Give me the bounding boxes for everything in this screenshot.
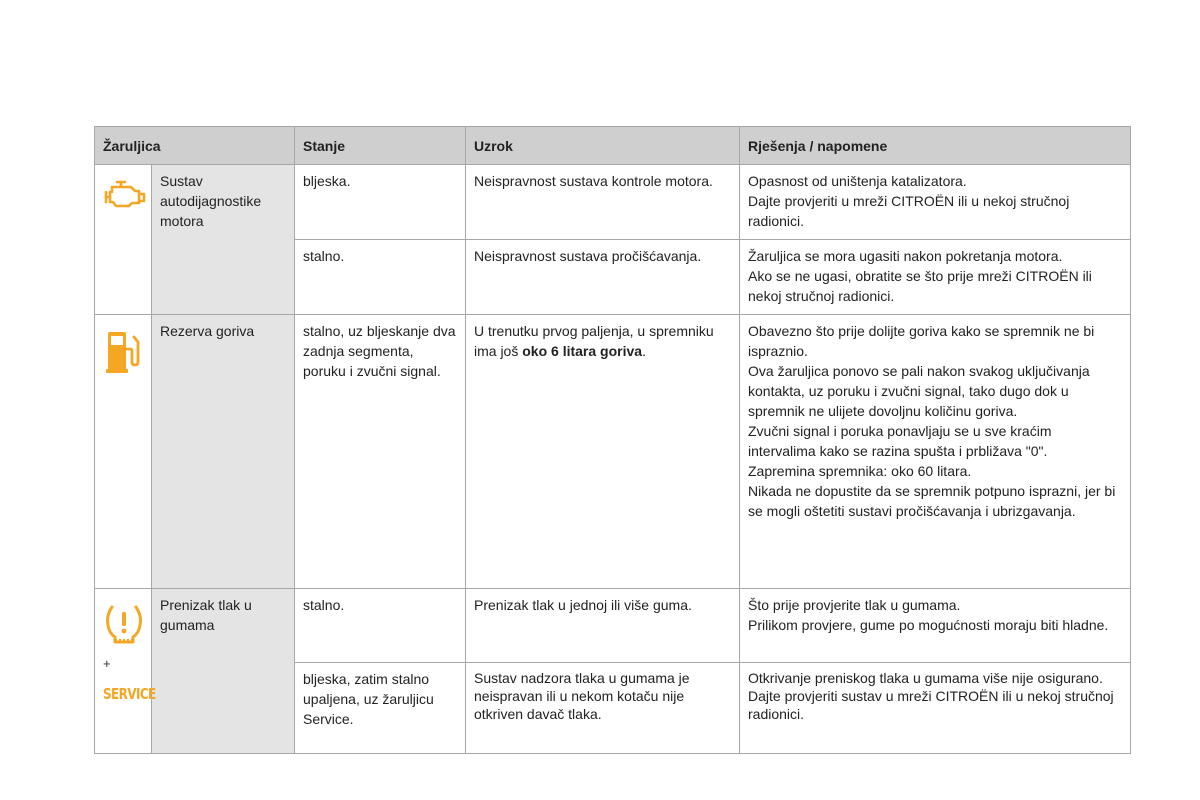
warning-lamps-table xyxy=(94,126,1131,754)
solution-line: Zvučni signal i poruka ponavljaju se u sve kraćim intervalima kako se razina spušta i prbližava "0". xyxy=(748,423,1052,459)
tire-pressure-icon xyxy=(103,603,145,645)
solution-line: Otkrivanje preniskog tlaka u gumama više nije osigurano. xyxy=(748,670,1103,686)
solution-line: Što prije provjerite tlak u gumama. xyxy=(748,597,961,613)
table-row xyxy=(95,589,1131,663)
lamp-name: Sustav autodijagnostike motora xyxy=(152,165,295,315)
cause-highlight: oko 6 litara goriva xyxy=(522,343,643,359)
lamp-icon-cell xyxy=(95,315,152,589)
lamp-name: Rezerva goriva xyxy=(152,315,295,589)
cause-cell: Neispravnost sustava kontrole motora. xyxy=(466,165,740,240)
plus-sign: + xyxy=(103,656,111,671)
lamp-icon-cell xyxy=(95,589,156,754)
cause-text: U trenutku prvog paljenja, u spremniku ima još xyxy=(474,323,714,359)
state-cell: stalno. xyxy=(295,589,466,663)
solution-line: Ova žaruljica ponovo se pali nakon svakog uključivanja kontakta, uz poruku i zvučni signal, tako dugo dok u spremnik ne ulijete dovoljnu količinu goriva. xyxy=(748,363,1090,419)
cause-cell: Neispravnost sustava pročišćavanja. xyxy=(466,240,740,315)
state-cell: bljeska, zatim stalno upaljena, uz žaruljicu Service. xyxy=(295,663,466,754)
header-solutions: Rješenja / napomene xyxy=(740,127,1131,165)
state-cell: bljeska. xyxy=(295,165,466,240)
solutions-cell xyxy=(740,165,1131,240)
service-icon: SERVICE xyxy=(103,685,156,703)
solutions-cell xyxy=(740,663,1131,754)
solutions-cell xyxy=(740,589,1131,663)
solution-line: Žaruljica se mora ugasiti nakon pokretanja motora. xyxy=(748,248,1063,264)
solution-line: Zapremina spremnika: oko 60 litara. xyxy=(748,463,972,479)
table-row xyxy=(95,165,1131,240)
fuel-pump-icon xyxy=(103,329,143,375)
lamp-name: Prenizak tlak u gumama xyxy=(152,589,295,754)
header-state: Stanje xyxy=(295,127,466,165)
state-cell: stalno. xyxy=(295,240,466,315)
lamp-icon-cell xyxy=(95,165,152,315)
cause-cell: Prenizak tlak u jednoj ili više guma. xyxy=(466,589,740,663)
header-lamp: Žaruljica xyxy=(95,127,295,165)
table-row xyxy=(95,315,1131,589)
cause-cell: Sustav nadzora tlaka u gumama je neispravan ili u nekom kotaču nije otkriven davač tlaka. xyxy=(466,663,740,754)
solutions-cell xyxy=(740,315,1131,589)
engine-icon xyxy=(103,171,147,211)
header-cause: Uzrok xyxy=(466,127,740,165)
solutions-cell xyxy=(740,240,1131,315)
solution-line: Dajte provjeriti sustav u mreži CITROËN ili u nekoj stručnoj radionici. xyxy=(748,688,1114,722)
solution-line: Prilikom provjere, gume po mogućnosti moraju biti hladne. xyxy=(748,617,1109,633)
cause-text-end: . xyxy=(642,343,646,359)
table-header-row xyxy=(95,127,1131,165)
state-cell: stalno, uz bljeskanje dva zadnja segmenta, poruku i zvučni signal. xyxy=(295,315,466,589)
cause-cell xyxy=(466,315,740,589)
solution-line: Opasnost od uništenja katalizatora. xyxy=(748,173,967,189)
solution-line: Dajte provjeriti u mreži CITROËN ili u nekoj stručnoj radionici. xyxy=(748,193,1070,229)
solution-line: Ako se ne ugasi, obratite se što prije mreži CITROËN ili nekoj stručnoj radionici. xyxy=(748,268,1092,304)
solution-line: Obavezno što prije dolijte goriva kako se spremnik ne bi ispraznio. xyxy=(748,323,1095,359)
solution-line: Nikada ne dopustite da se spremnik potpuno isprazni, jer bi se mogli oštetiti sustavi pročišćavanja i ubrizgavanja. xyxy=(748,483,1116,519)
